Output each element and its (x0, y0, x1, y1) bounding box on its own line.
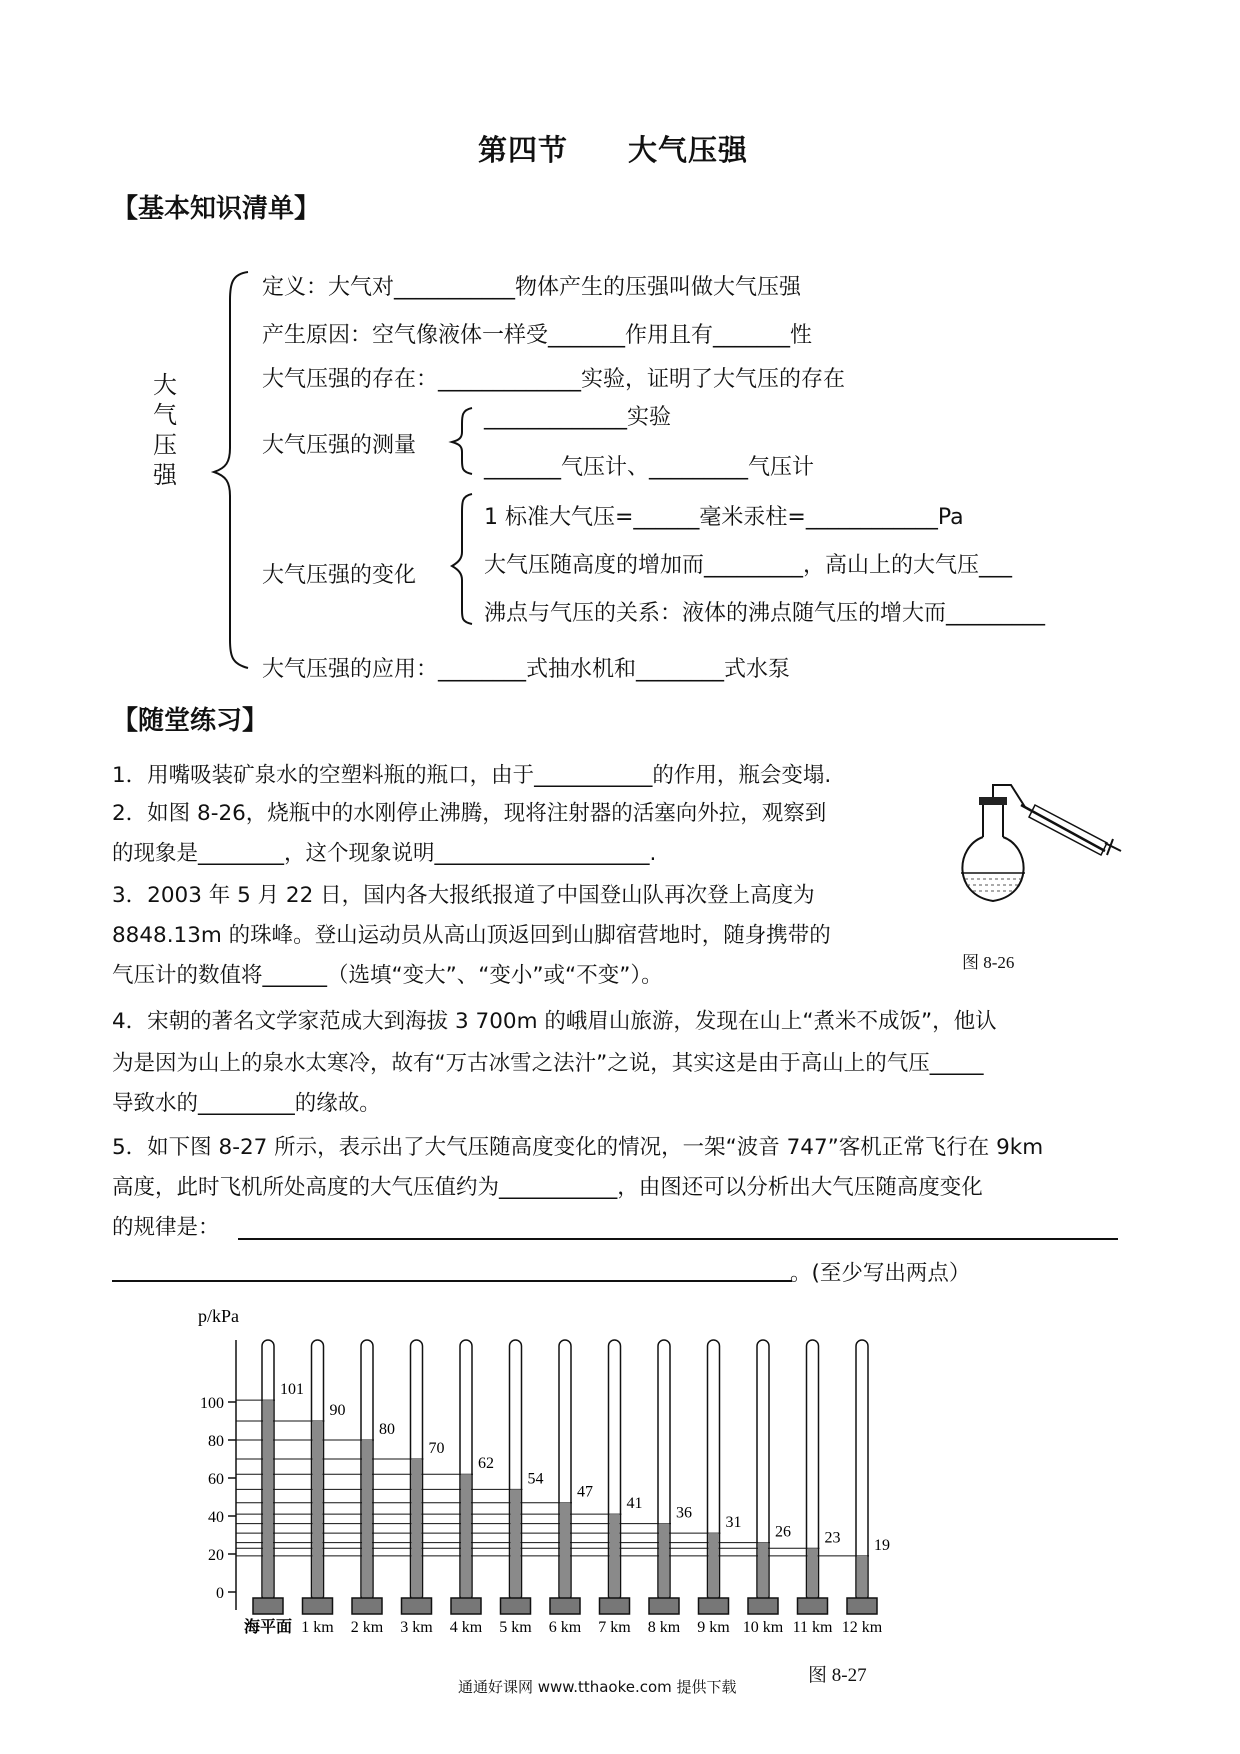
knowledge-change-label: 大气压强的变化 (262, 563, 417, 588)
page-footer: 通通好课网 www.tthaoke.com 提供下载 (458, 1678, 737, 1696)
chart-data-label: 101 (280, 1381, 304, 1399)
chart-data-label: 90 (329, 1402, 346, 1419)
chart-x-label: 6 km (548, 1619, 582, 1636)
chart-reservoir (798, 1598, 828, 1614)
question-line: 导致水的_________的缘故。 (112, 1091, 381, 1116)
question-line: 。(至少写出两点） (790, 1261, 971, 1286)
knowledge-root-label: 大气压强 (153, 371, 177, 489)
chart-data-label: 80 (379, 1421, 395, 1438)
question-line: 1．用嘴吸装矿泉水的空塑料瓶的瓶口，由于___________的作用，瓶会变塌. (112, 763, 832, 788)
chart-data-label: 23 (824, 1529, 841, 1547)
chart-reservoir (451, 1598, 481, 1614)
chart-reservoir (253, 1598, 283, 1614)
chart-x-label: 海平面 (243, 1619, 293, 1636)
chart-y-tick-label: 100 (200, 1395, 224, 1412)
chart-data-label: 41 (626, 1495, 643, 1513)
chart-bar (560, 1503, 570, 1602)
knowledge-change-item: 1 标准大气压=______毫米汞柱=____________Pa (484, 505, 964, 530)
knowledge-measurement-item: _____________实验 (484, 405, 672, 430)
chart-bar (461, 1474, 471, 1602)
chart-x-label: 8 km (647, 1619, 681, 1636)
chart-data-label: 70 (428, 1440, 445, 1457)
chart-bar (857, 1556, 867, 1602)
chart-data-label: 26 (775, 1523, 791, 1541)
chart-x-label: 5 km (499, 1619, 532, 1636)
knowledge-cause: 产生原因：空气像液体一样受_______作用且有_______性 (262, 323, 813, 348)
chart-reservoir (748, 1598, 778, 1614)
chart-reservoir (847, 1598, 877, 1614)
figure-caption-8-27: 图 8-27 (808, 1665, 867, 1686)
chart-data-label: 47 (577, 1483, 593, 1501)
chart-y-tick-label: 40 (208, 1509, 224, 1526)
chart-x-label: 3 km (400, 1619, 433, 1636)
chart-y-tick-label: 20 (208, 1547, 224, 1564)
chart-bar (263, 1400, 273, 1602)
knowledge-application: 大气压强的应用：________式抽水机和________式水泵 (262, 657, 791, 682)
chart-x-label: 4 km (449, 1619, 483, 1636)
chart-data-label: 36 (676, 1504, 692, 1522)
chart-bar (659, 1524, 669, 1602)
chart-bar (808, 1548, 818, 1602)
chart-bar (758, 1543, 768, 1602)
knowledge-measurement-item: _______气压计、_________气压计 (484, 455, 815, 480)
chart-bar (610, 1514, 620, 1602)
chart-reservoir (649, 1598, 679, 1614)
chart-x-label: 9 km (697, 1619, 730, 1636)
knowledge-change-item: 大气压随高度的增加而_________，高山上的大气压___ (484, 553, 1013, 578)
chart-data-label: 19 (874, 1536, 890, 1554)
chart-data-label: 62 (478, 1455, 494, 1473)
chart-reservoir (699, 1598, 729, 1614)
knowledge-definition: 定义：大气对___________物体产生的压强叫做大气压强 (262, 275, 802, 300)
chart-y-tick-label: 80 (208, 1433, 224, 1450)
chart-x-label: 2 km (350, 1619, 384, 1636)
chart-data-label: 31 (725, 1514, 742, 1532)
section-heading-knowledge: 【基本知识清单】 (112, 194, 321, 224)
chart-ylabel: p/kPa (198, 1306, 240, 1326)
chart-reservoir (600, 1598, 630, 1614)
knowledge-change-item: 沸点与气压的关系：液体的沸点随气压的增大而_________ (484, 601, 1046, 626)
question-line: 的现象是________，这个现象说明____________________. (112, 841, 657, 866)
question-line: 5．如下图 8-27 所示，表示出了大气压随高度变化的情况，一架“波音 747”客机正常飞行在 9km (112, 1135, 1044, 1160)
chart-bar (412, 1459, 422, 1602)
chart-bar (511, 1489, 521, 1602)
chart-reservoir (303, 1598, 333, 1614)
knowledge-measurement-label: 大气压强的测量 (262, 433, 417, 458)
chart-reservoir (550, 1598, 580, 1614)
knowledge-existence: 大气压强的存在：_____________实验，证明了大气压的存在 (262, 367, 846, 392)
chart-reservoir (402, 1598, 432, 1614)
chart-x-label: 10 km (742, 1619, 784, 1636)
question-line: 的规律是： (112, 1215, 220, 1240)
question-line: 为是因为山上的泉水太寒冷，故有“万古冰雪之法汁”之说，其实这是由于高山上的气压_____ (112, 1051, 984, 1076)
question-line: 高度，此时飞机所处高度的大气压值约为___________，由图还可以分析出大气压随高度变化 (112, 1175, 983, 1200)
chart-reservoir (501, 1598, 531, 1614)
chart-y-tick-label: 60 (208, 1471, 224, 1488)
question-line: 4．宋朝的著名文学家范成大到海拔 3 700m 的峨眉山旅游，发现在山上“煮米不成饭”，他认 (112, 1009, 997, 1034)
question-line: 3．2003 年 5 月 22 日，国内各大报纸报道了中国登山队再次登上高度为 (112, 883, 815, 908)
chart-bar (362, 1440, 372, 1602)
question-line: 气压计的数值将______（选填“变大”、“变小”或“不变”）。 (112, 963, 663, 988)
chart-y-tick-label: 0 (216, 1585, 224, 1602)
chart-bar (313, 1421, 323, 1602)
chart-bar (709, 1533, 719, 1602)
question-line: 2．如图 8-26，烧瓶中的水刚停止沸腾，现将注射器的活塞向外拉，观察到 (112, 801, 827, 826)
chart-x-label: 11 km (792, 1619, 833, 1636)
chart-reservoir (352, 1598, 382, 1614)
chart-x-label: 12 km (841, 1619, 883, 1636)
page-title: 第四节 大气压强 (478, 133, 749, 167)
chart-data-label: 54 (527, 1470, 544, 1488)
question-line: 8848.13m 的珠峰。登山运动员从高山顶返回到山脚宿营地时，随身携带的 (112, 923, 831, 948)
chart-x-label: 1 km (301, 1619, 334, 1636)
section-heading-practice: 【随堂练习】 (112, 706, 269, 736)
chart-x-label: 7 km (598, 1619, 631, 1636)
figure-caption-8-26: 图 8-26 (962, 953, 1015, 972)
